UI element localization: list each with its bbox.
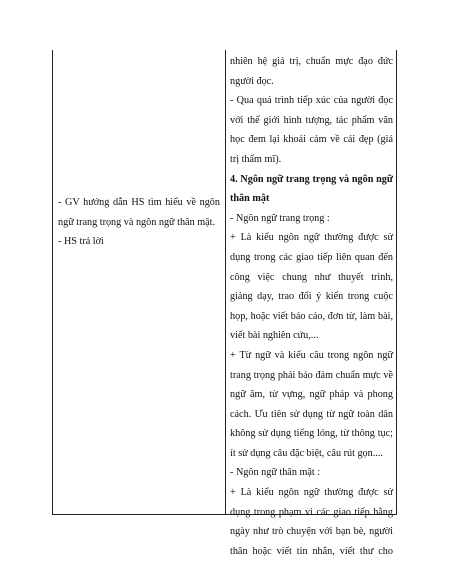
text-line: không sử dụng tiếng lóng, từ thông tục;	[230, 428, 393, 440]
text-line: trị thẩm mĩ).	[230, 153, 282, 165]
text-line: ngữ trang trọng và ngôn ngữ thân mật.	[58, 216, 216, 228]
column-divider	[225, 50, 226, 514]
section-heading: thân mật	[230, 193, 270, 205]
content-table	[52, 50, 397, 557]
text-line: + Từ ngữ và kiểu câu trong ngôn ngữ	[230, 349, 393, 361]
text-line: thân hoặc viết tin nhắn, viết thư cho	[230, 545, 393, 557]
text-line: dụng trong phạm vi các giao tiếp hằng	[230, 506, 393, 518]
text-line: với thế giới hình tượng, tác phẩm văn	[230, 114, 393, 126]
text-line: người đọc.	[230, 75, 274, 87]
text-line: cách. Ưu tiên sử dụng từ ngữ toàn dân	[230, 408, 393, 420]
text-line: + Là kiểu ngôn ngữ thường được sử	[230, 487, 393, 499]
text-line: nhiên hệ giá trị, chuẩn mực đạo đức	[230, 56, 393, 67]
text-line: ngữ âm, từ vựng, ngữ pháp và phong	[230, 389, 393, 401]
text-line: - GV hướng dẫn HS tìm hiểu về ngôn	[58, 197, 220, 208]
text-line: họp, hoặc viết báo cáo, đơn từ, làm bài,	[230, 310, 393, 322]
teacher-activity-cell	[58, 193, 220, 252]
text-line: giảng dạy, trao đổi ý kiến trong cuộc	[230, 291, 393, 303]
section-heading: 4. Ngôn ngữ trang trọng và ngôn ngữ	[230, 173, 393, 185]
text-line: - HS trả lời	[58, 236, 104, 248]
text-line: học đem lại khoái cảm về cái đẹp (giá	[230, 134, 393, 146]
text-line: viết bài nghiên cứu,...	[230, 330, 319, 342]
text-line: ít sử dụng câu đặc biệt, câu rút gọn....	[230, 447, 383, 459]
text-line: - Ngôn ngữ thân mật :	[230, 467, 321, 479]
text-line: trang trọng phải bảo đảm chuẩn mực về	[230, 369, 393, 381]
text-line: ngày như trò chuyện với bạn bè, người	[230, 526, 393, 538]
text-line: - Ngôn ngữ trang trọng :	[230, 212, 330, 224]
text-line: - Qua quá trình tiếp xúc của người đọc	[230, 95, 393, 107]
content-cell	[230, 52, 393, 561]
text-line: dụng trong các giao tiếp liên quan đến	[230, 251, 393, 263]
text-line: công việc chung như thuyết trình,	[230, 271, 393, 283]
text-line: + Là kiểu ngôn ngữ thường được sử	[230, 232, 393, 244]
